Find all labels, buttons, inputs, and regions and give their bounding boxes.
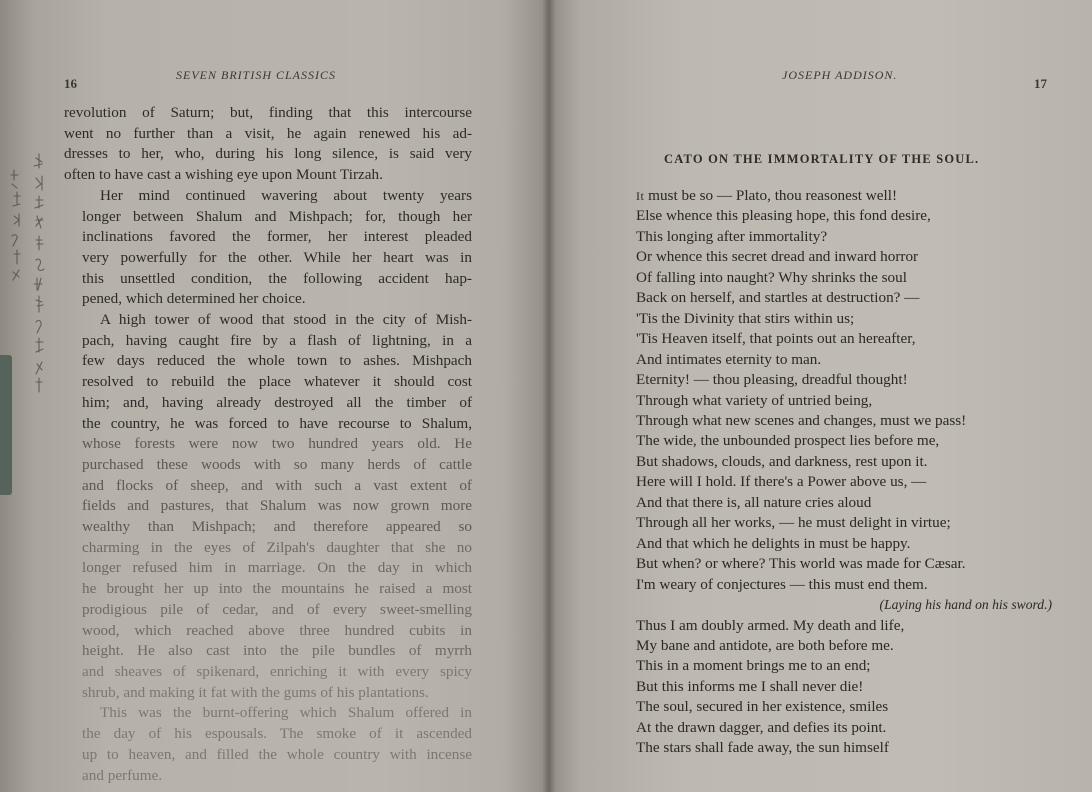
left-page-body (64, 103, 472, 786)
text-line: shrub, and making it fat with the gums of his plantations. (82, 683, 429, 701)
verse-line: Thus I am doubly armed. My death and life, (636, 616, 905, 634)
verse-line: And intimates eternity to man. (636, 350, 822, 368)
verse-line: Eternity! — thou pleasing, dreadful thought! (636, 371, 908, 389)
verse-line: The soul, secured in her existence, smiles (636, 698, 889, 716)
text-line: Her mind continued wavering about twenty years (100, 186, 472, 204)
text-line: A high tower of wood that stood in the city of Mish- (100, 311, 472, 329)
paragraph-1 (64, 103, 472, 186)
text-line: and sheaves of spikenard, enriching it with every spicy (82, 662, 472, 680)
verse-line: Else whence this pleasing hope, this fond desire, (636, 207, 931, 225)
first-word-small-caps: It (636, 189, 645, 203)
verse-line: Back on herself, and startles at destruction? — (636, 289, 920, 307)
verse-line: And that there is, all nature cries aloud (636, 493, 872, 511)
verse-line: This in a moment brings me to an end; (636, 657, 871, 675)
book-gutter (542, 0, 556, 792)
text-line: longer refused him in marriage. On the day in which (82, 559, 472, 577)
verse-line: But shadows, clouds, and darkness, rest upon it. (636, 452, 928, 470)
verse-line: But when? or where? This world was made for Cæsar. (636, 555, 966, 573)
text-line: very powerfully for the other. While her heart was in (82, 248, 472, 266)
verse-line: At the drawn dagger, and defies its point. (636, 718, 887, 736)
poem-title: CATO ON THE IMMORTALITY OF THE SOUL. (664, 152, 980, 166)
text-line: dresses to her, who, during his long silence, is said very (64, 145, 472, 163)
verse-line: Through what new scenes and changes, must we pass! (636, 411, 967, 429)
text-line: fields and pastures, that Shalum was now grown more (82, 497, 472, 515)
margin-handwriting (6, 150, 46, 410)
text-line: and perfume. (82, 766, 163, 784)
text-line: height. He also cast into the pile bundles of myrrh (82, 642, 472, 660)
text-line: revolution of Saturn; but, finding that this intercourse (64, 104, 472, 121)
text-line: he brought her up into the mountains he raised a most (82, 580, 472, 598)
paragraph-4 (64, 703, 472, 786)
verse-line: The wide, the unbounded prospect lies before me, (636, 432, 940, 450)
running-head-left: SEVEN BRITISH CLASSICS (176, 68, 336, 82)
paragraph-2 (64, 186, 472, 310)
right-page (548, 0, 1092, 792)
text-line: pened, which determined her choice. (82, 290, 306, 308)
verse-line: Or whence this secret dread and inward horror (636, 248, 919, 266)
text-line: often to have cast a wishing eye upon Mount Tirzah. (64, 166, 383, 184)
verse-line: Through all her works, — he must delight in virtue; (636, 514, 951, 532)
page-number-right: 17 (1034, 76, 1047, 91)
text-line: inclinations favored the former, her interest pleaded (82, 228, 472, 246)
text-line: charming in the eyes of Zilpah's daughter that she no (82, 538, 472, 556)
verse-line: Here will I hold. If there's a Power above us, — (636, 473, 927, 491)
verse-line: My bane and antidote, are both before me. (636, 636, 894, 654)
verse-line: 'Tis the Divinity that stirs within us; (636, 309, 855, 327)
verse-line: Of falling into naught? Why shrinks the soul (636, 268, 907, 286)
verse-line (636, 186, 1056, 206)
text-line: wood, which reached above three hundred cubits in (82, 621, 472, 639)
text-line: the country, he was forced to have recourse to Shalum, (82, 414, 472, 432)
text-line: this unsettled condition, the following accident hap- (82, 269, 472, 287)
text-line: went no further than a visit, he again renewed his ad- (64, 124, 472, 142)
text-line: up to heaven, and filled the whole country with incense (82, 745, 472, 763)
verse-line: And that which he delights in must be happy. (636, 534, 911, 552)
text-line: purchased these woods with so many herds of cattle (82, 455, 472, 473)
running-head-right: JOSEPH ADDISON. (782, 68, 898, 82)
text-line: wealthy than Mishpach; and therefore appeared so (82, 518, 472, 536)
text-line: prodigious pile of cedar, and of every sweet-smelling (82, 600, 472, 618)
text-line: the day of his espousals. The smoke of it ascended (82, 725, 472, 743)
text-line: and flocks of sheep, and with such a vast extent of (82, 476, 472, 494)
verse-line: The stars shall fade away, the sun himself (636, 739, 889, 757)
verse-text: must be so — Plato, thou reasonest well! (648, 187, 898, 204)
text-line: This was the burnt-offering which Shalum offered in (100, 704, 472, 722)
text-line: few days reduced the whole town to ashes. Mishpach (82, 352, 472, 370)
verse-line: Through what variety of untried being, (636, 391, 873, 409)
text-line: pach, having caught fire by a flash of lightning, in a (82, 331, 472, 349)
stage-direction: (Laying his hand on his sword.) (879, 597, 1052, 613)
text-line: resolved to rebuild the place whatever it should cost (82, 373, 472, 391)
paragraph-3 (64, 310, 472, 703)
text-line: longer between Shalum and Mishpach; for, though her (82, 207, 472, 225)
text-line: him; and, having already destroyed all the timber of (82, 393, 472, 411)
verse-line: But this informs me I shall never die! (636, 677, 864, 695)
page-number-left: 16 (64, 76, 77, 91)
text-line: whose forests were now two hundred years old. He (82, 435, 472, 453)
verse-line: I'm weary of conjectures — this must end them. (636, 575, 928, 593)
verse-line: 'Tis Heaven itself, that points out an hereafter, (636, 330, 916, 348)
poem-body (636, 186, 1056, 759)
verse-line: This longing after immortality? (636, 227, 828, 245)
